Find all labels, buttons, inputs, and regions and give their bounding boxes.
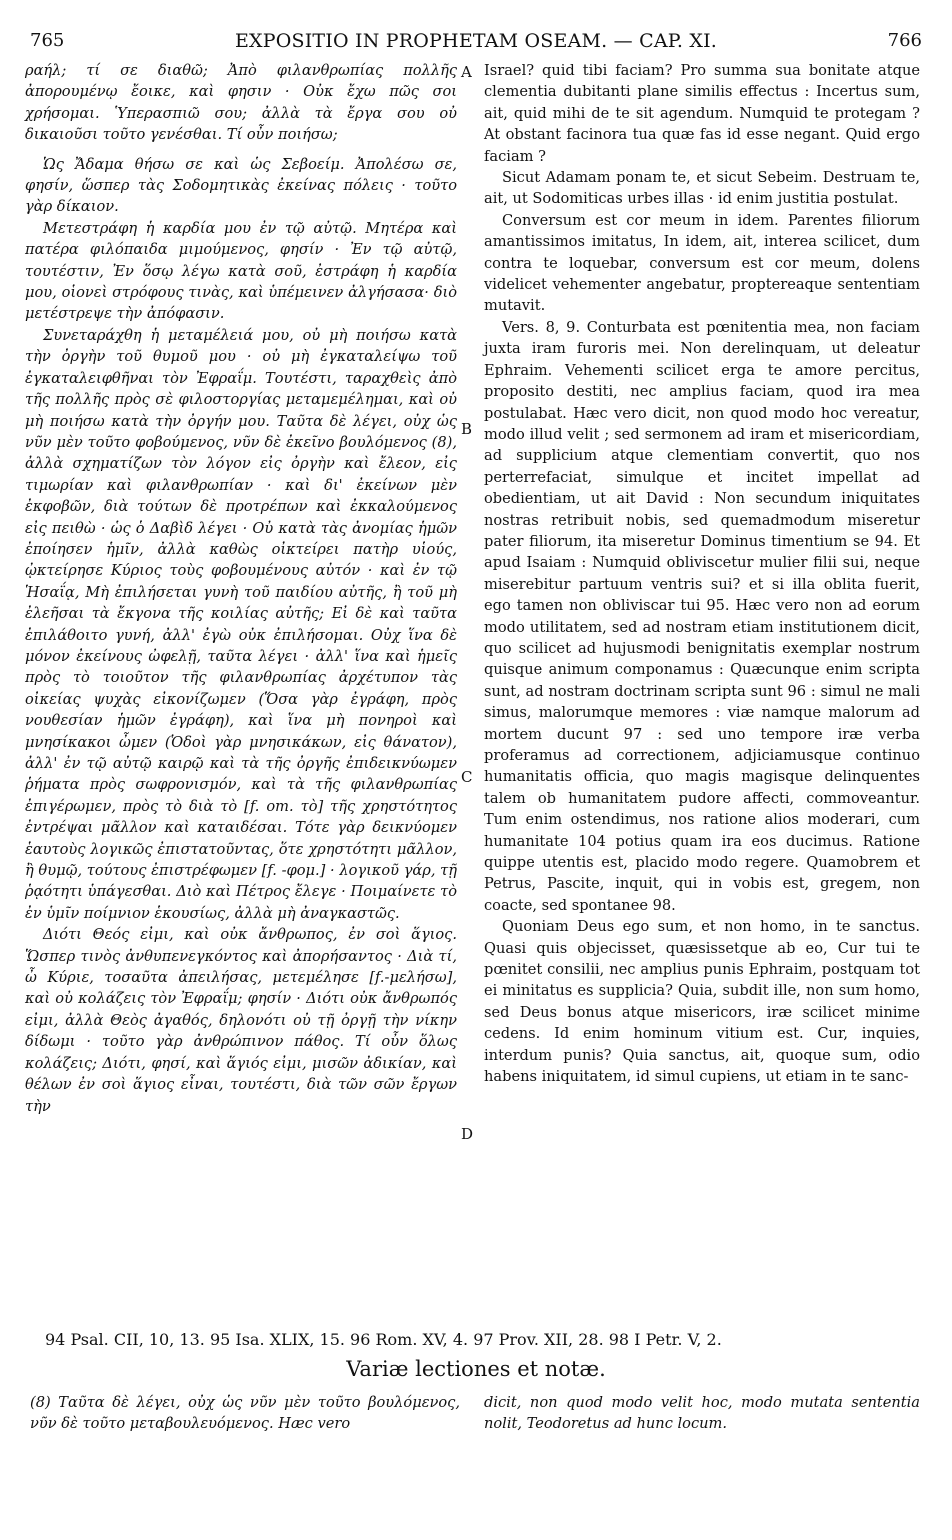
page-header — [30, 30, 922, 56]
greek-paragraph-1: ραήλ; τί σε διαθῶ; Ἀπὸ φιλανθρωπίας πολλῆς ἀπορουμένῳ ἔοικε, καὶ φησιν · Οὐκ ἔχω πῶς σοι χρήσομαι. Ὑπερασπιῶ σου; ἀλλὰ τὰ ἔργα σου οὐ δικαιοῦσι τοῦτο γενέσθαι. Τί οὖν ποιήσω; — [25, 62, 457, 144]
latin-paragraph-4: Vers. 8, 9. Conturbata est pœnitentia mea, non faciam juxta iram furoris mei. Non derelinquam, ut deleatur Ephraim. Vehementi scilicet erga te amore percitus, proposito destiti, nec amplius faciam, quod ira mea postulabat. Hæc vero dicit, non quod modo hoc vereatur, modo illud velit ; sed sermonem ad iram et misericordiam, ad supplicium atque clementiam convertit, quo nos perterrefaciat, simulque et incitet impellat ad obedientiam, ut ait David : Non secundum iniquitates nostras retribuit nobis, sed quemadmodum miseretur pater filiorum, ita miseretur Dominus timentium se 94. Et apud Isaiam : Numquid obliviscetur mulier filii sui, neque miserebitur partuum ventris sui? et si illa oblita fuerit, ego tamen non obliviscar tui 95. Hæc vero non ad eorum modo utilitatem, sed ad nostram etiam institutionem dicit, quo scilicet ad hujusmodi benignitatis exemplar nostrum quisque animum componamus : Quæcunque enim scripta sunt, ad nostram doctrinam scripta sunt 96 : simul ne mali simus, malorumque memores : viæ namque malorum ad mortem ducunt 97 : sed uno tempore iræ verba proferamus ad correctionem, adjiciamusque continuo humanitatis officia, quo magis magisque delinquentes talem ob humanitatem pudore affecti, commoveantur. Tum enim ostendimus, nos ratione alios moderari, cum humanitate 104 potius quam ira eos ducimus. Ratione quippe utentis est, placido modo regere. Quamobrem et Petrus, Pascite, inquit, qui in vobis est, gregem, non coacte, sed spontanee 98. — [484, 318, 920, 914]
greek-paragraph-2: Ὡς Ἄδαμα θήσω σε καὶ ὡς Σεβοείμ. Ἀπολέσω σε, φησίν, ὥσπερ τὰς Σοδομητικὰς ἐκείνας πόλεις · τοῦτο γὰρ δίκαιον. — [25, 155, 457, 216]
running-title: EXPOSITIO IN PROPHETAM OSEAM. — CAP. XI. — [234, 30, 718, 52]
notes-right — [484, 1392, 920, 1435]
latin-paragraph-5: Quoniam Deus ego sum, et non homo, in te sanctus. Quasi quis objecisset, quæsissetque ab eo, Cur tui te pœnitet consilii, nec amplius punis Ephraim, postquam tot ei minitatus es supplicia? Quia, subdit ille, non sum homo, sed Deus bonus atque misericors, iræ scilicet minime cedens. Id enim hominum vitium est. Cur, inquies, interdum punis? Quia sanctus, ait, quoque sum, odio habens iniquitatem, id simul cupiens, ut etiam in te sanc- — [484, 918, 920, 1086]
footnotes: 94 Psal. CII, 10, 13. 95 Isa. XLIX, 15. 96 Rom. XV, 4. 97 Prov. XII, 28. 98 I Petr. V, 2. — [45, 1330, 722, 1349]
greek-paragraph-3: Μετεστράφη ἡ καρδία μου ἐν τῷ αὐτῷ. Μητέρα καὶ πατέρα φιλόπαιδα μιμούμενος, φησίν · Ἐν τῷ αὐτῷ, τουτέστιν, Ἐν ὅσῳ λέγω κατὰ σοῦ, ἐστράφη ἡ καρδία μου, οἱονεὶ στρόφους τινὰς, καὶ ὑπέμεινεν ἀλγήσασα· διὸ μετέστρεψε τὴν ἀπόφασιν. — [25, 219, 457, 323]
greek-column — [25, 60, 457, 1117]
note-8-latin: dicit, non quod modo velit hoc, modo mutata sententia nolit, Teodoretus ad hunc locum. — [484, 1394, 920, 1433]
latin-column — [484, 60, 920, 1088]
page-number-left: 765 — [30, 30, 65, 51]
latin-paragraph-3: Conversum est cor meum in idem. Parentes filiorum amantissimos imitatus, In idem, ait, interea scilicet, dum contra te loquebar, conversum est cor meum, dolens videlicet vehementer angebatur, proptereaque sententiam mutavit. — [484, 211, 920, 315]
latin-paragraph-2: Sicut Adamam ponam te, et sicut Sebeim. Destruam te, ait, ut Sodomiticas urbes illas · id enim justitia postulat. — [484, 169, 920, 208]
greek-paragraph-5: Διότι Θεός εἰμι, καὶ οὐκ ἄνθρωπος, ἐν σοὶ ἅγιος. Ὥσπερ τινὸς ἀνθυπενεγκόντος καὶ ἀπορήσαντος · Διὰ τί, ὦ Κύριε, τοσαῦτα ἀπειλήσας, μετεμέλησε [f.-μελήσω], καὶ οὐ κολάζεις τὸν Ἐφραΐμ; φησίν · Διότι οὐκ ἄνθρωπός εἰμι, ἀλλὰ Θεὸς ἀγαθός, δηλονότι οὐ τῇ ὀργῇ τὴν νίκην δίδωμι · τοῦτο γὰρ ἀνθρώπινον πάθος. Τί οὖν ὅλως κολάζεις; Διότι, φησί, καὶ ἅγιός εἰμι, μισῶν ἀδικίαν, καὶ θέλων ἐν σοὶ ἅγιος εἶναι, τουτέστι, διὰ τῶν σῶν ἔργων τὴν — [25, 926, 457, 1115]
margin-letter-b: B — [461, 420, 473, 438]
latin-paragraph-1: Israel? quid tibi faciam? Pro summa sua bonitate atque clementia dubitanti plane similis effectus : Incertus sum, ait, quid mihi de te sit agendum. Numquid te protegam ? At obstant facinora tua quæ fas id esse negant. Quid ergo faciam ? — [484, 62, 920, 165]
margin-letter-c: C — [461, 768, 473, 786]
page-number-right: 766 — [887, 30, 922, 51]
greek-paragraph-4: Συνεταράχθη ἡ μεταμέλειά μου, οὐ μὴ ποιήσω κατὰ τὴν ὀργὴν τοῦ θυμοῦ μου · οὐ μὴ ἐγκαταλείψω τοῦ ἐγκαταλειφθῆναι τὸν Ἐφραΐμ. Τουτέστι, ταραχθεὶς ἀπὸ τῆς πολλῆς πρὸς σὲ φιλοστοργίας μεταμεμέλημαι, καὶ οὐ μὴ ποιήσω κατὰ τὴν ὀργήν μου. Ταῦτα δὲ λέγει, οὐχ ὡς νῦν μὲν τοῦτο φοβούμενος, νῦν δὲ ἐκεῖνο βουλόμενος (8), ἀλλὰ σχηματίζων τὸν λόγον εἰς ὀργὴν καὶ ἔλεον, εἰς τιμωρίαν καὶ φιλανθρωπίαν · καὶ δι' ἐκείνων μὲν ἐκφοβῶν, διὰ τούτων δὲ προτρέπων καὶ ἐκκαλούμενος εἰς πειθὼ · ὡς ὁ Δαβὶδ λέγει · Οὐ κατὰ τὰς ἀνομίας ἡμῶν ἐποίησεν ἡμῖν, ἀλλὰ καθὼς οἰκτείρει πατὴρ υἱούς, ᾠκτείρησε Κύριος τοὺς φοβουμένους αὐτόν · καὶ ἐν τῷ Ἡσαΐᾳ, Μὴ ἐπιλήσεται γυνὴ τοῦ παιδίου αὐτῆς, ἢ τοῦ μὴ ἐλεῆσαι τὰ ἔκγονα τῆς κοιλίας αὐτῆς; Εἰ δὲ καὶ ταῦτα ἐπιλάθοιτο γυνή, ἀλλ' ἐγὼ οὐκ ἐπιλήσομαι. Οὐχ ἵνα δὲ μόνον ἐκείνους ὠφελῇ, ταῦτα λέγει · ἀλλ' ἵνα καὶ ἡμεῖς πρὸς τὸ τοιοῦτον τῆς φιλανθρωπίας ἀρχέτυπον τὰς οἰκείας ψυχὰς εἰκονίζωμεν (Ὅσα γὰρ ἐγράφη, πρὸς νουθεσίαν ἡμῶν ἐγράφη), καὶ ἵνα μὴ πονηροὶ καὶ μνησίκακοι ὦμεν (Ὁδοὶ γὰρ μνησικάκων, εἰς θάνατον), ἀλλ' ἐν τῷ αὐτῷ καιρῷ καὶ τὰ τῆς ὀργῆς ἐπιδεικνύωμεν ῥήματα πρὸς σωφρονισμόν, καὶ τὰ τῆς φιλανθρωπίας ἐπιγέρωμεν, πρὸς τὸ διὰ τὸ [f. om. τὸ] τῆς χρηστότητος ἐντρέψαι μᾶλλον καὶ καταιδέσαι. Τότε γὰρ δεικνύομεν ἑαυτοὺς λογικῶς ἐπιστατοῦντας, ὅτε χρηστότητι μᾶλλον, ἢ θυμῷ, τούτους ἐπιστρέφωμεν [f. -φομ.] · λογικοῦ γάρ, τῇ ῥᾳότητι ὑπάγεσθαι. Διὸ καὶ Πέτρος ἔλεγε · Ποιμαίνετε τὸ ἐν ὑμῖν ποίμνιον ἑκουσίως, ἀλλὰ μὴ ἀναγκαστῶς. — [25, 326, 457, 922]
margin-letter-a: A — [461, 63, 472, 81]
notes-left — [30, 1392, 460, 1435]
note-8-greek: (8) Ταῦτα δὲ λέγει, οὐχ ὡς νῦν μὲν τοῦτο βουλόμενος, νῦν δὲ τοῦτο μεταβουλευόμενος. Hæc vero — [30, 1394, 460, 1433]
notes-title: Variæ lectiones et notæ. — [346, 1357, 606, 1381]
margin-letter-d: D — [461, 1125, 474, 1143]
